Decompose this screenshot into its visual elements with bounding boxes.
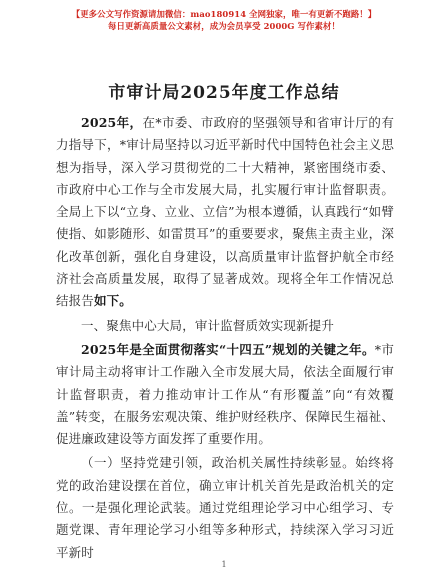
promo-line-2: 每日更新高质量公文素材，成为会员享受 2000G 写作素材！: [108, 21, 340, 31]
section-1-text: *市审计局主动将审计工作融入全市发展大局，依法全面履行审计监督职责，着力推动审计工作从“有形覆盖”向“有效覆盖”转变，在服务宏观决策、维护财经秩序、保障民生福祉、促进廉政建设等方面发挥了重要作用。: [56, 341, 394, 447]
intro-text: 在*市委、市政府的坚强领导和省审计厅的有力指导下，*审计局坚持以习近平新时代中国特色社会主义思想为指导，深入学习贯彻党的二十大精神，紧密围绕市委、市政府中心工作与全市发展大局，扎实履行审计监督职责。全局上下以“立身、立业、立信”为根本遵循，认真践行“如臂使指、如影随形、如雷贯耳”的重要要求，聚焦主责主业，深化改革创新，强化自身建设，以高质量审计监督护航全市经济社会高质量发展，取得了显著成效。现将全年工作情况总结报告: [56, 115, 394, 309]
promo-line-1: 【更多公文写作资源请加微信：mao180914 全网独家，唯一有更新不跑路！】: [71, 9, 377, 19]
section-heading-1: 一、聚焦中心大局，审计监督质效实现新提升: [81, 317, 335, 333]
document-title: 市审计局2025年度工作总结: [108, 83, 340, 103]
page-number: 1: [221, 560, 227, 569]
paragraph-intro: [56, 112, 394, 313]
paragraph-section-1: [56, 339, 394, 450]
intro-lead: 2025年，: [81, 115, 143, 130]
document-body: [56, 112, 394, 564]
promo-header: [0, 8, 448, 32]
section-1-lead: 2025年是全面贯彻落实“十四五”规划的关键之年。: [81, 341, 375, 357]
intro-tail: 如下。: [93, 293, 132, 309]
paragraph-subsection-1: （一）坚持党建引领，政治机关属性持续彰显。始终将党的政治建设摆在首位，确立审计机关首先是政治机关的定位。一是强化理论武装。通过党组理论学习中心组学习、专题党课、青年理论学习小组等多种形式，持续深入学习习近平新时: [56, 455, 394, 560]
